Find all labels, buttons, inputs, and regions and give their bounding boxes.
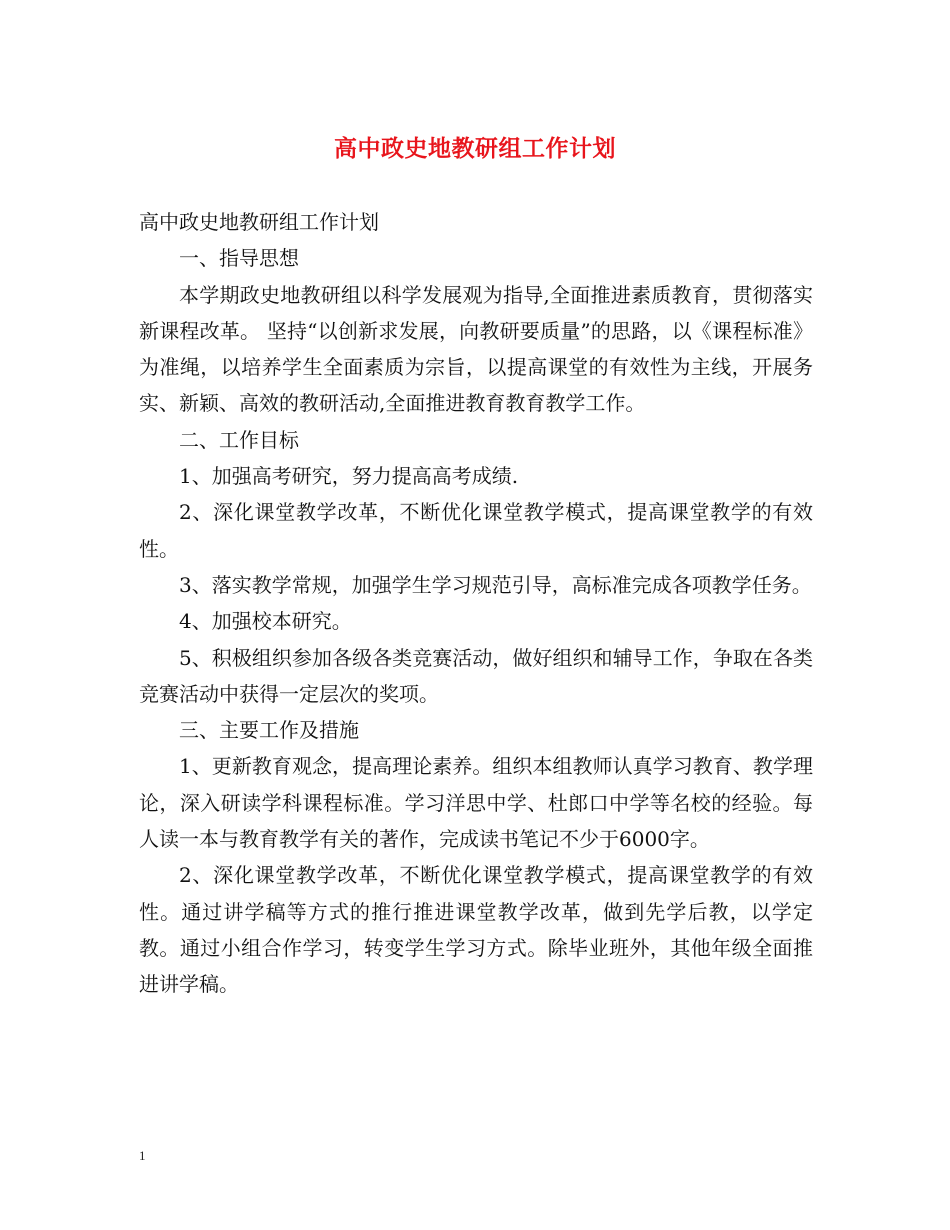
goal-item-4: 4、加强校本研究。 xyxy=(179,609,352,634)
section-heading-guiding-ideology: 一、指导思想 xyxy=(179,246,299,271)
page-number: 1 xyxy=(139,1148,146,1163)
goal-item-1: 1、加强高考研究，努力提高高考成绩. xyxy=(179,464,519,489)
goal-item-3: 3、落实教学常规，加强学生学习规范引导，高标准完成各项教学任务。 xyxy=(179,572,812,597)
measure-item-2: 2、深化课堂教学改革，不断优化课堂教学模式，提高课堂教学的有效性。通过讲学稿等方式的推行推进课堂教学改革，做到先学后教，以学定教。通过小组合作学习，转变学生学习方式。除毕业班外，其他年级全面推进讲学稿。 xyxy=(139,863,813,997)
section-heading-main-work: 三、主要工作及措施 xyxy=(179,718,359,743)
paragraph-guiding-ideology: 本学期政史地教研组以科学发展观为指导,全面推进素质教育，贯彻落实新课程改革。 坚持“以创新求发展，向教研要质量”的思路，以《课程标准》为准绳，以培养学生全面素质为宗旨，以提高课堂的有效性为主线，开展务实、新颖、高效的教研活动,全面推进教育教育教学工作。 xyxy=(139,282,813,416)
document-title: 高中政史地教研组工作计划 xyxy=(334,135,616,162)
goal-item-5: 5、积极组织参加各级各类竞赛活动，做好组织和辅导工作，争取在各类竞赛活动中获得一定层次的奖项。 xyxy=(139,645,813,706)
measure-item-1: 1、更新教育观念，提高理论素养。组织本组教师认真学习教育、教学理论，深入研读学科课程标准。学习洋思中学、杜郎口中学等名校的经验。每人读一本与教育教学有关的著作，完成读书笔记不少于6000字。 xyxy=(139,754,813,852)
document-body xyxy=(139,204,813,1003)
goal-item-2: 2、深化课堂教学改革，不断优化课堂教学模式，提高课堂教学的有效性。 xyxy=(139,500,813,561)
body-heading: 高中政史地教研组工作计划 xyxy=(139,210,379,234)
section-heading-work-goals: 二、工作目标 xyxy=(179,427,299,452)
